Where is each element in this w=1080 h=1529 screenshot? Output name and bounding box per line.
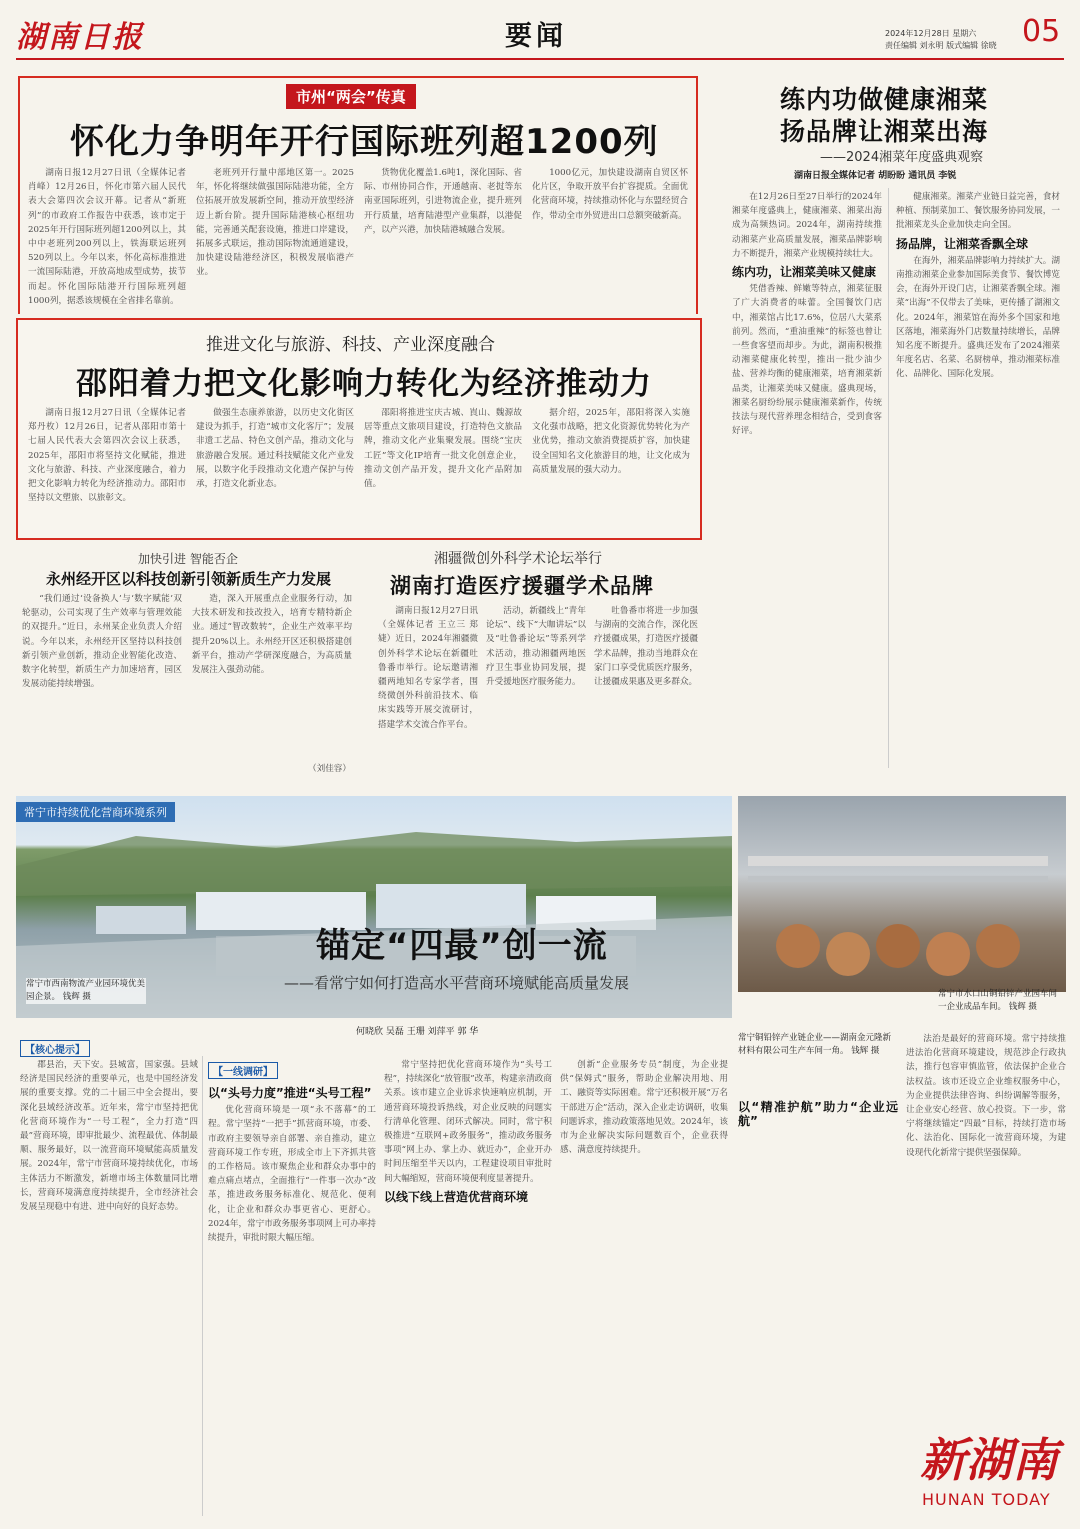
paragraph: 造，深入开展重点企业服务行动，加大技术研发和技改投入，培育专精特新企业。通过“智改数转”，企业生产效率平均提升20%以上。永州经开区还积极搭建创新平台，推动产学研深度融合，为高质量发展注入强劲动能。 [192, 594, 352, 676]
author: （刘佳容） [308, 764, 351, 774]
body-col-5 [738, 1096, 898, 1516]
editors: 责任编辑 刘永明 版式编辑 徐晓 [885, 41, 997, 50]
subheading: 练内功，让湘菜美味又健康 [732, 265, 877, 280]
photo-caption: 常宁市西南物流产业园环境优美园企景。 钱辉 摄 [26, 979, 146, 1002]
body-col-1 [378, 604, 478, 776]
body-col-1 [22, 592, 182, 776]
paragraph: 健康湘菜。湘菜产业链日益完善，食材种植、预制菜加工、餐饮服务协同发展，一批湘菜龙头企业加快走向全国。 [896, 192, 1060, 231]
body-col-2 [486, 604, 586, 776]
page-number: 05 [1022, 14, 1061, 49]
headline: 永州经开区以科技创新引领新质生产力发展 [46, 570, 332, 588]
hunan-today-watermark [912, 1424, 1072, 1524]
headline: 锚定“四最”创一流 [316, 926, 608, 966]
subheading: 以线下线上营造优营商环境 [384, 1189, 529, 1204]
newspaper-logo: 湖南日报 [16, 20, 144, 55]
hero-photo [16, 796, 732, 1018]
body-col-4 [560, 1058, 728, 1518]
paragraph: 优化营商环境是一项“永不落幕”的工程。常宁坚持“一把手”抓营商环境，市委、市政府主要领导亲自部署、亲自推动，建立营商环境工作专班，形成全市上下齐抓共管的工作格局。该市聚焦企业和群众办事中的难点痛点堵点，全面推行“一件事一次办”改革，推进政务服务标准化、规范化、便利化，让企业和群众办事更省心、更舒心。2024年，常宁市政务服务事项网上可办率持续提升，审批时限大幅压缩。 [208, 1105, 376, 1244]
kicker-badge: 市州“两会”传真 [286, 84, 416, 109]
body-col-2 [896, 190, 1060, 770]
issue-date: 2024年12月28日 星期六 [885, 29, 977, 38]
body-col-2 [192, 592, 352, 762]
subtitle: ——看常宁如何打造高水平营商环境赋能高质量发展 [284, 974, 630, 992]
subtitle: ——2024湘菜年度盛典观察 [820, 150, 984, 165]
body-col-2 [196, 406, 354, 532]
body-col-1 [20, 1058, 198, 1518]
body-col-3 [364, 166, 522, 308]
article-yongzhou [18, 546, 360, 780]
body-col-2 [196, 166, 354, 308]
article-xiang-cuisine [712, 76, 1066, 776]
paragraph: 在12月26日至27日举行的2024年湘菜年度盛典上，健康湘菜、湘菜出海成为高频热词。2024年，湖南持续推动湘菜产业高质量发展，湘菜品牌影响力不断提升，湘菜产业规模持续壮大。 [732, 192, 882, 259]
subheading: 扬品牌，让湘菜香飘全球 [896, 236, 1029, 251]
body-col-1 [28, 406, 186, 532]
article-changning [16, 796, 1066, 1523]
photo-caption: 常宁铜铅锌产业链企业——湖南金元隆新材料有限公司生产车间一角。 钱辉 摄 [738, 1033, 892, 1056]
paragraph: 湖南日报12月27日讯（全媒体记者 郑丹枚）12月26日，记者从邵阳市第十七届人民代表大会第四次会议上获悉，2025年，邵阳市将坚持文化赋能，推进文化与旅游、科技、产业深度融合，着力把文化影响力转化为经济推动力。邵阳市坚持以文塑旅、以旅彰文。 [28, 408, 186, 504]
paragraph: “我们通过‘设备换人’与‘数字赋能’双轮驱动，公司实现了生产效率与管理效能的双提升。”近日，永州某企业负责人介绍说。今年以来，永州经开区坚持以科技创新引领产业创新，推动企业智能化改造、数字化转型，新质生产力加速培育，园区发展动能持续增强。 [22, 594, 182, 690]
body-col-3 [384, 1058, 552, 1518]
headline: 湖南打造医疗援疆学术品牌 [390, 574, 654, 598]
kicker: 湘疆微创外科学术论坛举行 [434, 551, 602, 567]
photo-caption: 常宁市水口山铜铅锌产业园车间一企业成品车间。 钱辉 摄 [938, 989, 1058, 1012]
paragraph: 法治是最好的营商环境。常宁持续推进法治化营商环境建设，规范涉企行政执法，推行包容审慎监管，依法保护企业合法权益。该市还设立企业维权服务中心，为企业提供法律咨询、纠纷调解等服务，让企业安心经营、放心投资。下一步，常宁将继续锚定“四最”目标，持续打造市场化、法治化、国际化一流营商环境，为建设现代化新常宁提供坚强保障。 [906, 1034, 1066, 1158]
body-col-3 [364, 406, 522, 532]
paragraph: 在海外，湘菜品牌影响力持续扩大。湖南推动湘菜企业参加国际美食节、餐饮博览会，在海外开设门店，让湘菜香飘全球。湘菜“出海”不仅带去了美味，更传播了湖湘文化。2024年，湘菜馆在海外多个国家和地区落地，湘菜海外门店数量持续增长，品牌知名度不断提升。盛典还发布了2024湘菜年度名店、名菜、名厨榜单，推动湘菜标准化、品牌化、国际化发展。 [896, 255, 1060, 380]
series-banner: 常宁市持续优化营商环境系列 [16, 802, 175, 822]
paragraph: 常宁坚持把优化营商环境作为“头号工程”，持续深化“放管服”改革，构建亲清政商关系。该市建立企业诉求快速响应机制，开通营商环境投诉热线，对企业反映的问题实行清单化管理、闭环式解决。同时，常宁积极推进“互联网+政务服务”，推动政务服务事项“网上办、掌上办、就近办”，企业开办时间压缩至半天以内，工程建设项目审批时间大幅缩短，营商环境便利度显著提升。 [384, 1060, 552, 1184]
tag-core: 【核心提示】 [20, 1040, 90, 1057]
watermark-en: HUNAN TODAY [922, 1490, 1051, 1509]
section-title: 要闻 [505, 21, 567, 52]
column-divider [888, 188, 889, 768]
subheading: 以“头号力度”推进“头号工程” [208, 1086, 372, 1100]
paragraph: 邵阳将推进宝庆古城、崀山、魏源故居等重点文旅项目建设，打造特色文旅品牌，推动文化产业集聚发展。围绕“宝庆工匠”等文化IP培育一批文化创意企业，推动文创产品开发，提升文化产品附加值。 [364, 408, 522, 490]
watermark-cn: 新湖南 [920, 1433, 1058, 1487]
body-col-4 [532, 166, 688, 308]
paragraph: 创新“企业服务专员”制度，为企业提供“保姆式”服务，帮助企业解决用地、用工、融资等实际困难。常宁还积极开展“万名干部进万企”活动，深入企业走访调研，收集问题诉求，推动政策落地见效。2024年，该市为企业解决实际问题数百个，企业获得感、满意度持续提升。 [560, 1060, 728, 1156]
copper-coils-image [738, 796, 1066, 992]
kicker: 推进文化与旅游、科技、产业深度融合 [206, 335, 495, 355]
body-col-1 [732, 190, 882, 770]
masthead [0, 0, 1080, 60]
headline: 邵阳着力把文化影响力转化为经济推动力 [76, 366, 652, 402]
column-divider [202, 1056, 203, 1516]
paragraph: 货物优化覆盖1.6吨1，深化国际、省际、市州协同合作，开通越南、老挝等东南亚国际班列，引进物流企业，提升班列开行质量，培育陆港型产业集群，以港促产，以产兴港，加快陆港城融合发展。 [364, 168, 522, 235]
factory-photo [738, 796, 1066, 1012]
article-huaihua [18, 76, 698, 312]
headline-line-1: 练内功做健康湘菜 [780, 85, 989, 114]
article-shaoyang [16, 318, 702, 540]
paragraph: 湖南日报12月27日讯（全媒体记者肖峰）12月26日，怀化市第六届人民代表大会第四次会议开幕。记者从“新班列”的市政府工作报告中获悉，该市定于2025年开行国际班列超1200列以上，其中中老班列200列以上，铁海联运班列520列以上。今年以来，怀化高标准推进一流国际陆港，开放高地成型成势，拔节而起。怀化国际陆港开行国际班列超1000列，据悉该规模在全省排名靠前。 [28, 168, 186, 306]
paragraph: 凭借香辣、鲜嫩等特点，湘菜征服了广大消费者的味蕾。全国餐饮门店中，湘菜馆占比17.6%，位居八大菜系前列。然而，“重油重辣”的标签也曾让一些食客望而却步。为此，湖南积极推动湘菜健康化转型，推出一批少油少盐、营养均衡的健康湘菜，培育湘菜新品类，让湘菜美味又健康。盛典现场，湘菜名厨纷纷展示健康湘菜新作，传统技法与现代营养理念相结合，受到食客好评。 [732, 284, 882, 437]
paragraph: 1000亿元，加快建设湖南自贸区怀化片区，争取开放平台扩容提质。全面优化营商环境，持续推动怀化与东盟经贸合作，带动全市外贸进出口总额突破新高。 [532, 168, 688, 221]
byline: 何晓欣 吴磊 王珊 刘萍平 郭 华 [356, 1027, 479, 1037]
body-col-2 [208, 1082, 376, 1518]
byline: 湖南日报全媒体记者 胡盼盼 通讯员 李锐 [794, 171, 957, 181]
header-rule [16, 58, 1064, 60]
body-col-4 [532, 406, 690, 532]
headline-line-2: 扬品牌让湘菜出海 [780, 117, 989, 146]
paragraph: 湖南日报12月27日讯（全媒体记者 王立三 郑婕）近日，2024年湘疆微创外科学术论坛在新疆吐鲁番市举行。论坛邀请湘疆两地知名专家学者，围绕微创外科前沿技术、临床实践等开展交流研讨，搭建学术交流合作平台。 [378, 606, 478, 730]
article-medical-aid [368, 546, 702, 780]
body-col-1 [28, 166, 186, 308]
paragraph: 做强生态康养旅游，以历史文化街区建设为抓手，打造“城市文化客厅”；发展非遗工艺品、特色文创产品，推动文化与旅游融合发展。通过科技赋能文化产业发展，以数字化手段推动文化遗产保护与传承，打造文化新业态。 [196, 408, 354, 490]
paragraph: 老班列开行量中部地区第一。2025年，怀化将继续做强国际陆港功能，全方位拓展开放发展新空间，推动开放型经济迈上新台阶。提升国际陆港核心枢纽功能，完善通关配套设施，推进口岸建设，拓展多式联运，推动国际物流通道建设，加快建设陆港经济区，积极发展临港产业。 [196, 168, 354, 278]
kicker: 加快引进 智能否企 [138, 552, 238, 566]
paragraph: 吐鲁番市将进一步加强与湖南的交流合作，深化医疗援疆成果，打造医疗援疆学术品牌，推动当地群众在家门口享受优质医疗服务，让援疆成果惠及更多群众。 [594, 606, 698, 688]
paragraph: 活动，新疆线上“青年论坛”、线下“大咖讲坛”以及“吐鲁番论坛”等系列学术活动，推动湘疆两地医疗卫生事业协同发展，提升受援地医疗服务能力。 [486, 606, 586, 688]
subheading: 以“精准护航”助力“企业远航” [738, 1100, 898, 1129]
body-col-3 [594, 604, 698, 776]
paragraph: 据介绍，2025年，邵阳将深入实施文化强市战略，把文化资源优势转化为产业优势，推动文旅消费提质扩容，加快建设全国知名文化旅游目的地，让文化成为高质量发展的强大动力。 [532, 408, 690, 475]
paragraph: 郡县治，天下安。县城富，国家强。县域经济是国民经济的重要单元，也是中国经济发展的重要支撑。党的二十届三中全会提出，要深化县域经济改革。近年来，常宁市坚持把优化营商环境作为“一号工程”，全力打造“四最”营商环境，即审批最少、流程最优、体制最顺、服务最好，以一流营商环境赋能高质量发展。2024年，常宁市营商环境持续优化，市场主体活力不断激发，新增市场主体数量同比增长，营商环境满意度持续提升，全市经济社会发展呈现稳中有进、进中向好的良好态势。 [20, 1060, 198, 1213]
tag-research: 【一线调研】 [208, 1062, 278, 1079]
headline: 怀化力争明年开行国际班列超1200列 [70, 122, 659, 162]
